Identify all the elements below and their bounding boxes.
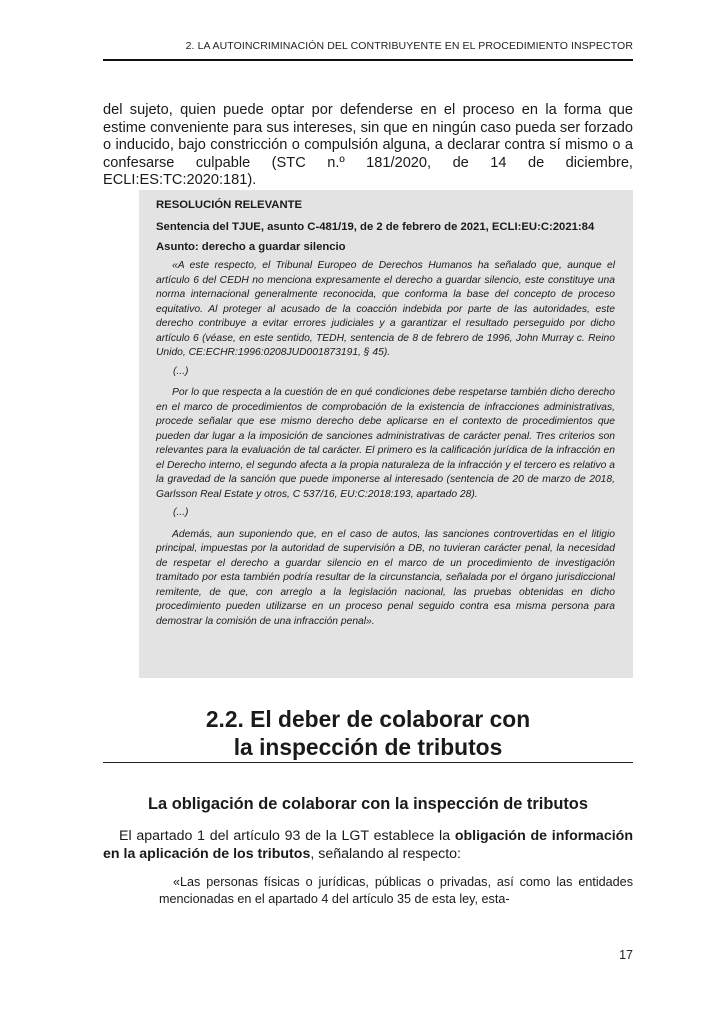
ruling-paragraph-2: Por lo que respecta a la cuestión de en qué condiciones debe respetarse también dicho derecho en el marco de procedimientos de comprobación de la existencia de infracciones administrativas, procede señalar que ese mismo derecho debe aplicarse en el contexto de procedimientos que pueden dar lugar a la imposición de sanciones administrativas de carácter penal. Tres criterios son relevantes para la evaluación de tal carácter. El primero es la calificación jurídica de la infracción en el Derecho interno, el segundo afecta a la propia naturaleza de la infracción y el tercero es relativo a la gravedad de la sanción que puede imponerse al interesado (sentencia de 20 de marzo de 2018, Garlsson Real Estate y otros, C 537/16, EU:C:2018:193, apartado 28). bbox=[156, 387, 615, 500]
ruling-paragraph-3: Además, aun suponiendo que, en el caso de autos, las sanciones controvertidas en el litigio principal, impuestas por la autoridad de supervisión a DB, no tuvieran carácter penal, la necesidad de respetar el derecho a guardar silencio en el marco de un procedimiento de investigación tramitado por esta también podría resultar de la circunstancia, señalada por el órgano jurisdiccional remitente, de que, con arreglo a la legislación nacional, las pruebas obtenidas en dicho procedimiento pueden utilizarse en un proceso penal seguido contra esa misma persona para demostrar la comisión de una infracción penal». bbox=[156, 528, 615, 627]
intro-paragraph: del sujeto, quien puede optar por defenderse en el proceso en la forma que estime conveniente para sus intereses, sin que en ningún caso pueda ser forzado o inducido, bajo constricción o compulsión alguna, a declarar contra sí mismo o a confesarse culpable (STC n.º 181/2020, de 14 de diciembre, ECLI:ES:TC:2020:181). bbox=[103, 102, 633, 189]
ellipsis-2: (...) bbox=[173, 507, 189, 519]
section-rule bbox=[103, 762, 633, 763]
running-header: 2. LA AUTOINCRIMINACIÓN DEL CONTRIBUYENTE EN EL PROCEDIMIENTO INSPECTOR bbox=[185, 40, 633, 52]
body-text-before: El apartado 1 del artículo 93 de la LGT establece la bbox=[119, 828, 455, 844]
ruling-subject: Asunto: derecho a guardar silencio bbox=[156, 241, 346, 254]
law-quote: «Las personas físicas o jurídicas, públicas o privadas, así como las entidades mencionadas en el apartado 4 del artículo 35 de esta ley, esta- bbox=[159, 875, 633, 906]
section-title bbox=[103, 705, 633, 761]
body-text-after: , señalando al respecto: bbox=[310, 845, 461, 862]
subsection-title: La obligación de colaborar con la inspección de tributos bbox=[148, 795, 588, 813]
body-paragraph bbox=[103, 828, 633, 864]
ruling-paragraph-1: «A este respecto, el Tribunal Europeo de Derechos Humanos ha señalado que, aunque el artículo 6 del CEDH no menciona expresamente el derecho a guardar silencio, este constituye una norma internacional generalmente reconocida, que conforma la base del concepto de proceso equitativo. Al proteger al acusado de la coacción indebida por parte de las autoridades, este derecho contribuye a evitar errores judiciales y a garantizar el resultado perseguido por dicho artículo 6 (véase, en este sentido, TEDH, sentencia de 8 de febrero de 1996, John Murray c. Reino Unido, CE:ECHR:1996:0208JUD001873191, § 45). bbox=[156, 260, 615, 359]
section-title-line-2: la inspección de tributos bbox=[233, 734, 503, 760]
box-label: RESOLUCIÓN RELEVANTE bbox=[156, 199, 303, 211]
header-rule bbox=[103, 59, 633, 61]
ruling-citation: Sentencia del TJUE, asunto C-481/19, de 2 de febrero de 2021, ECLI:EU:C:2021:84 bbox=[156, 221, 595, 233]
relevant-ruling-box bbox=[139, 190, 633, 678]
body-text-bold: obligación de información en la aplicación de los tributos bbox=[103, 828, 633, 862]
ellipsis-1: (...) bbox=[173, 365, 189, 377]
section-title-line-1: 2.2. El deber de colaborar con bbox=[205, 706, 531, 732]
page-number: 17 bbox=[619, 948, 633, 962]
